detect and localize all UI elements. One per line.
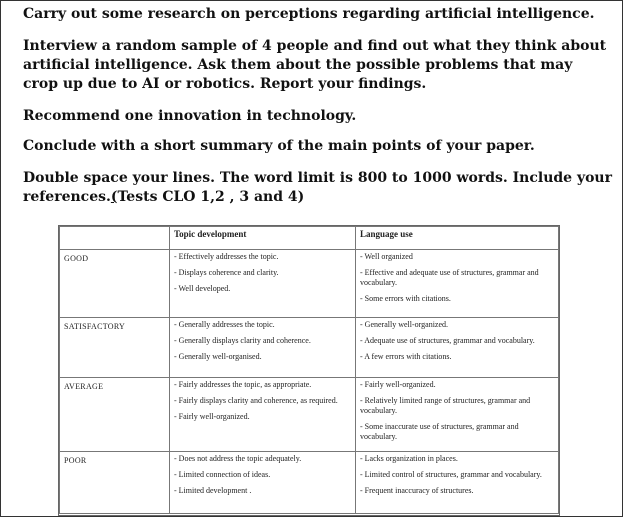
instruction-recommend: Recommend one innovation in technology. bbox=[23, 108, 357, 124]
language-cell bbox=[356, 378, 559, 452]
criterion: - Relatively limited range of structures, grammar and vocabulary. bbox=[360, 396, 531, 415]
criterion: - Fairly well-organized. bbox=[360, 380, 436, 389]
criterion: - Does not address the topic adequately. bbox=[174, 454, 302, 463]
level-label: AVERAGE bbox=[60, 378, 170, 452]
rubric-table-image bbox=[58, 225, 560, 516]
criterion: - Generally well-organized. bbox=[360, 320, 449, 329]
level-label: GOOD bbox=[60, 250, 170, 318]
criterion: - Fairly addresses the topic, as appropriate. bbox=[174, 380, 312, 389]
criterion: - A few errors with citations. bbox=[360, 352, 452, 361]
topic-cell bbox=[170, 378, 356, 452]
criterion: - Limited development . bbox=[174, 486, 252, 495]
criterion: - Effective and adequate use of structures, grammar and vocabulary. bbox=[360, 268, 539, 287]
level-label: POOR bbox=[60, 452, 170, 514]
instruction-format-paren: ( bbox=[110, 189, 118, 205]
topic-cell bbox=[170, 318, 356, 378]
criterion: - Lacks organization in places. bbox=[360, 454, 458, 463]
criterion: - Effectively addresses the topic. bbox=[174, 252, 279, 261]
instruction-interview: Interview a random sample of 4 people and find out what they think about artificial intelligence. Ask them about the possible problems that may crop up due to AI or robotics. Report your findings. bbox=[23, 38, 607, 92]
header-language-use: Language use bbox=[356, 227, 559, 250]
criterion: - Fairly displays clarity and coherence, as required. bbox=[174, 396, 338, 405]
language-cell bbox=[356, 318, 559, 378]
criterion: - Well developed. bbox=[174, 284, 231, 293]
rubric-row-average bbox=[60, 378, 559, 452]
rubric-table bbox=[59, 226, 559, 514]
criterion: - Well organized bbox=[360, 252, 413, 261]
rubric-row-good bbox=[60, 250, 559, 318]
header-topic-development: Topic development bbox=[170, 227, 356, 250]
instruction-conclude: Conclude with a short summary of the main points of your paper. bbox=[23, 138, 535, 154]
language-cell bbox=[356, 250, 559, 318]
criterion: - Limited control of structures, grammar and vocabulary. bbox=[360, 470, 542, 479]
rubric-header-row bbox=[60, 227, 559, 250]
criterion: - Generally addresses the topic. bbox=[174, 320, 275, 329]
rubric-row-poor bbox=[60, 452, 559, 514]
instruction-format bbox=[23, 169, 612, 207]
criterion: - Limited connection of ideas. bbox=[174, 470, 271, 479]
instruction-research: Carry out some research on perceptions regarding artificial intelligence. bbox=[23, 6, 595, 22]
criterion: - Frequent inaccuracy of structures. bbox=[360, 486, 474, 495]
criterion: - Some errors with citations. bbox=[360, 294, 451, 303]
criterion: - Generally well-organised. bbox=[174, 352, 262, 361]
instruction-format-clo: Tests CLO 1,2 , 3 and 4) bbox=[117, 189, 305, 205]
criterion: - Adequate use of structures, grammar and vocabulary. bbox=[360, 336, 535, 345]
header-level bbox=[60, 227, 170, 250]
instruction-format-text: Double space your lines. The word limit is 800 to 1000 words. Include your references. bbox=[23, 170, 612, 205]
criterion: - Generally displays clarity and coherence. bbox=[174, 336, 311, 345]
criterion: - Fairly well-organized. bbox=[174, 412, 250, 421]
criterion: - Displays coherence and clarity. bbox=[174, 268, 279, 277]
criterion: - Some inaccurate use of structures, grammar and vocabulary. bbox=[360, 422, 519, 441]
language-cell bbox=[356, 452, 559, 514]
rubric-row-satisfactory bbox=[60, 318, 559, 378]
topic-cell bbox=[170, 250, 356, 318]
topic-cell bbox=[170, 452, 356, 514]
level-label: SATISFACTORY bbox=[60, 318, 170, 378]
